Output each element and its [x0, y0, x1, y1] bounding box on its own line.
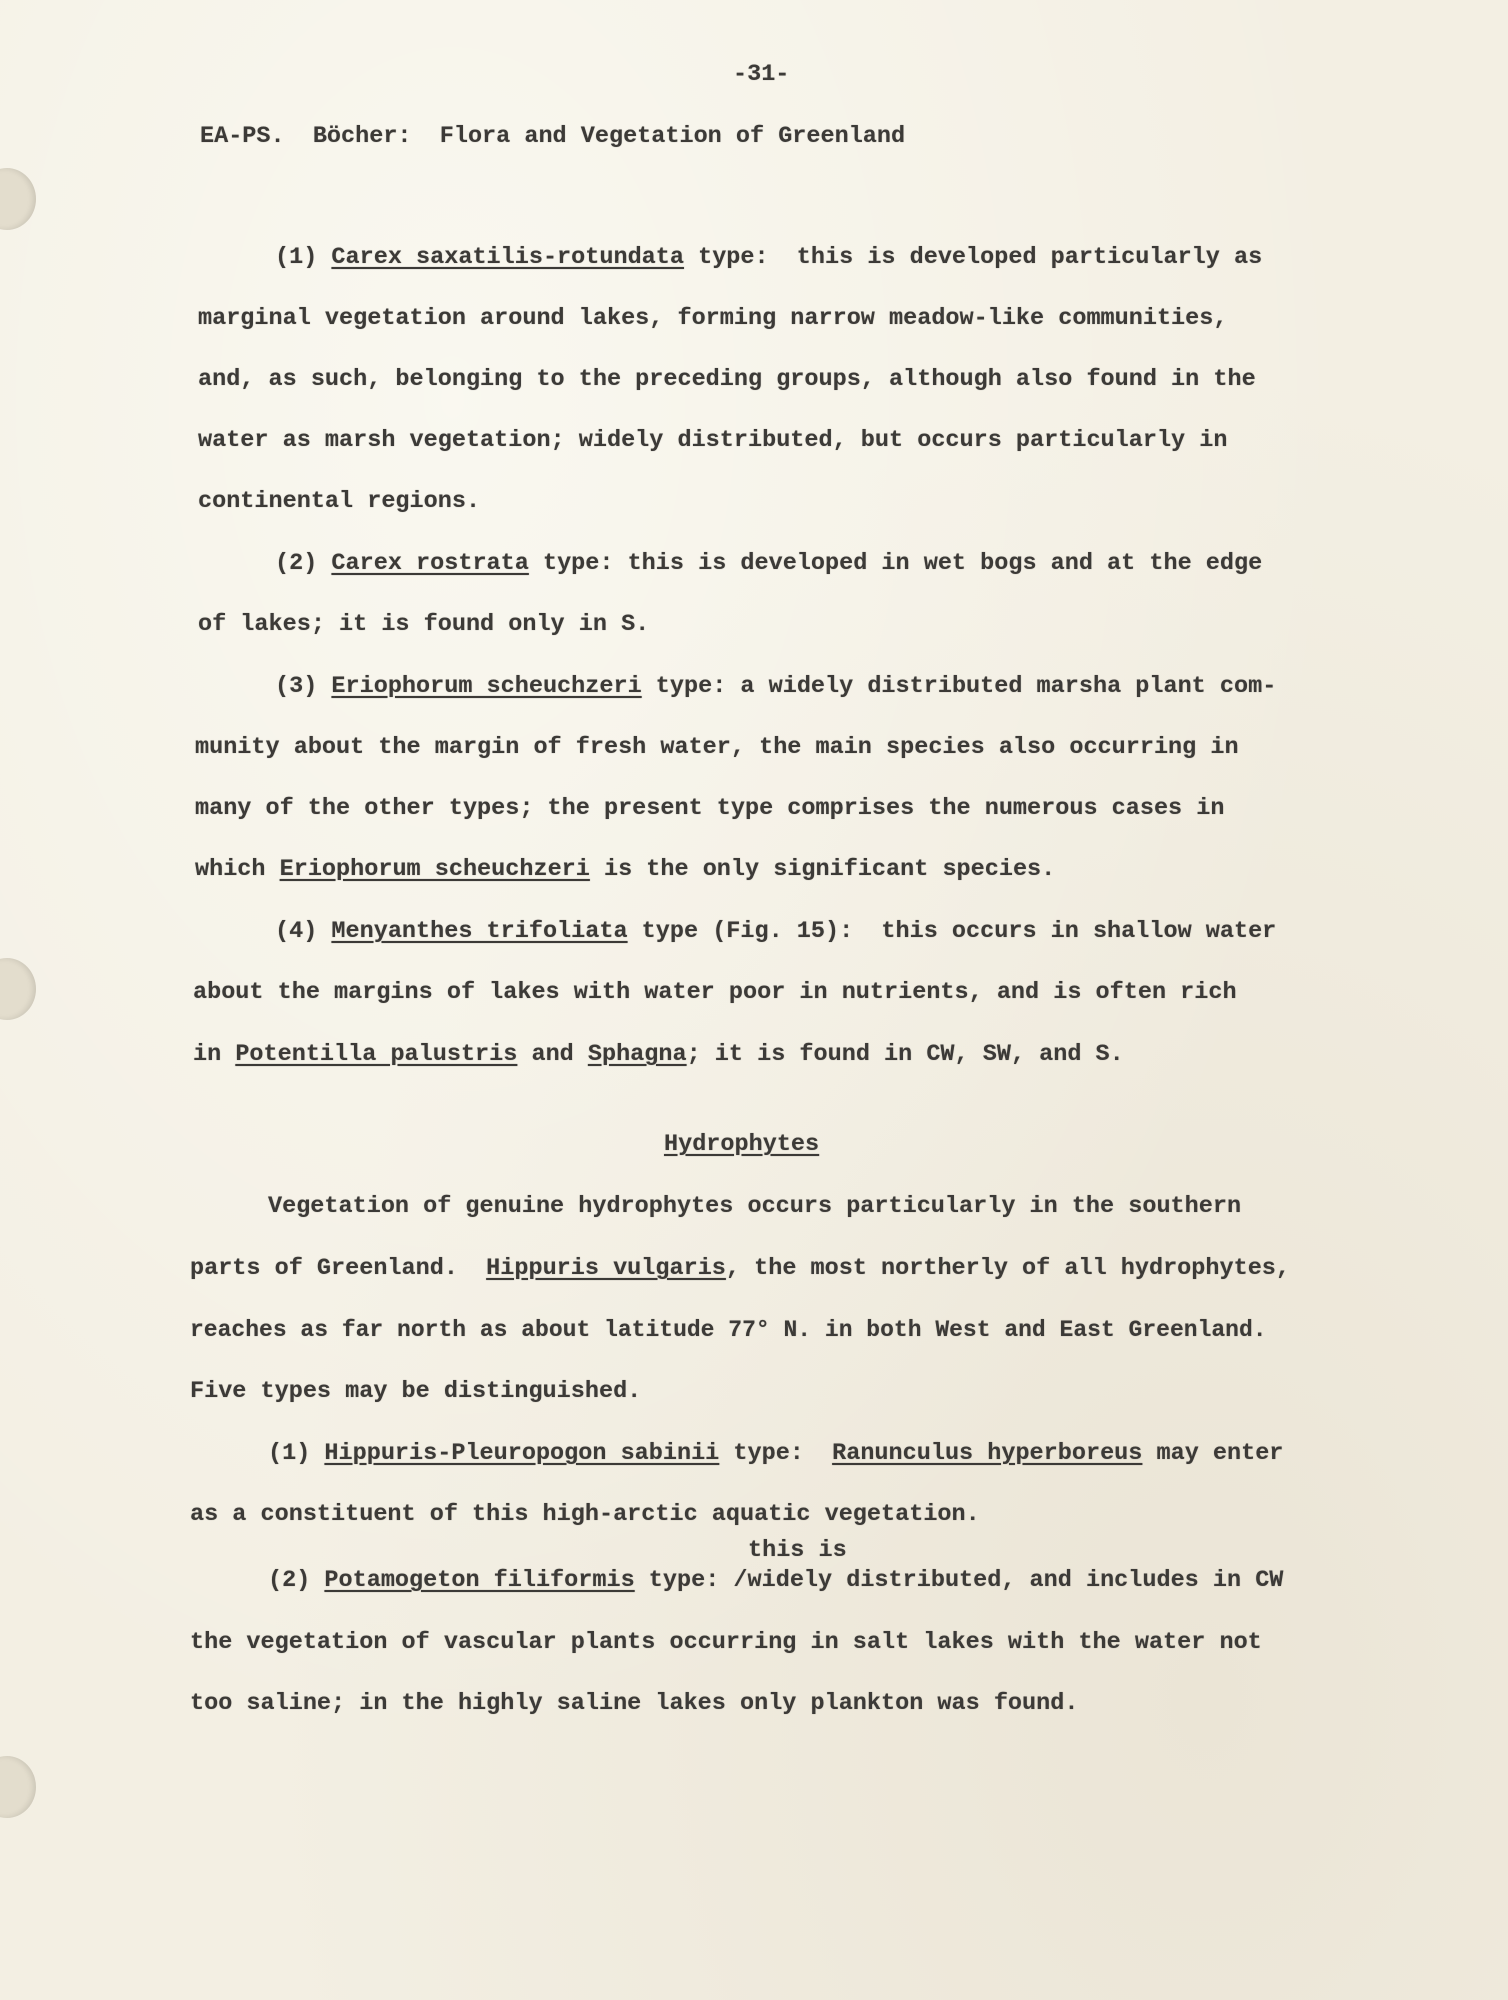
item-number: (4) — [275, 918, 318, 945]
paragraph-7-line-3: too saline; in the highly saline lakes only plankton was found. — [190, 1690, 1079, 1717]
paragraph-5-line-2: parts of Greenland. Hippuris vulgaris, the most northerly of all hydrophytes, — [190, 1255, 1290, 1282]
species-name: Eriophorum scheuchzeri — [331, 673, 642, 700]
paragraph-1-line-1: (1) Carex saxatilis-rotundata type: this is developed particularly as — [275, 244, 1263, 271]
punch-hole — [0, 958, 36, 1020]
paragraph-7-line-2: the vegetation of vascular plants occurring in salt lakes with the water not — [190, 1629, 1262, 1656]
species-name: Hippuris-Pleuropogon sabinii — [324, 1440, 720, 1467]
item-number: (3) — [275, 673, 318, 700]
species-name: Eriophorum scheuchzeri — [279, 856, 590, 883]
species-name: Potamogeton filiformis — [324, 1567, 635, 1594]
paragraph-6-line-2: as a constituent of this high-arctic aquatic vegetation. — [190, 1501, 980, 1528]
paragraph-2-line-2: of lakes; it is found only in S. — [198, 611, 650, 638]
item-number: (1) — [268, 1440, 311, 1467]
species-name: Hippuris vulgaris — [486, 1255, 726, 1282]
item-number: (2) — [275, 550, 318, 577]
handwritten-insertion: this is — [748, 1537, 847, 1564]
punch-hole — [0, 168, 36, 230]
paragraph-4-line-2: about the margins of lakes with water poor in nutrients, and is often rich — [193, 979, 1237, 1006]
paragraph-1-line-2: marginal vegetation around lakes, forming narrow meadow-like communities, — [198, 305, 1228, 332]
paragraph-4-line-3: in Potentilla palustris and Sphagna; it is found in CW, SW, and S. — [193, 1041, 1124, 1068]
section-heading: Hydrophytes — [664, 1131, 820, 1158]
species-name: Carex saxatilis-rotundata — [331, 244, 684, 271]
species-name: Carex rostrata — [331, 550, 529, 577]
paragraph-3-line-3: many of the other types; the present type comprises the numerous cases in — [195, 795, 1225, 822]
species-name: Potentilla palustris — [235, 1041, 518, 1068]
paragraph-3-line-4: which Eriophorum scheuchzeri is the only significant species. — [195, 856, 1056, 883]
paragraph-5-line-3: reaches as far north as about latitude 77° N. in both West and East Greenland. — [190, 1317, 1267, 1343]
species-name: Sphagna — [587, 1041, 687, 1068]
paragraph-6-line-1: (1) Hippuris-Pleuropogon sabinii type: Ranunculus hyperboreus may enter — [268, 1440, 1284, 1467]
page-number: -31- — [733, 61, 790, 88]
running-header: EA-PS. Böcher: Flora and Vegetation of Greenland — [200, 123, 906, 150]
paragraph-1-line-4: water as marsh vegetation; widely distributed, but occurs particularly in — [198, 427, 1228, 454]
paragraph-7-line-1: (2) Potamogeton filiformis type: /widely distributed, and includes in CW — [268, 1567, 1284, 1594]
paragraph-3-line-2: munity about the margin of fresh water, the main species also occurring in — [195, 734, 1239, 761]
paragraph-3-line-1: (3) Eriophorum scheuchzeri type: a widely distributed marsha plant com- — [275, 673, 1277, 700]
paragraph-1-line-3: and, as such, belonging to the preceding groups, although also found in the — [198, 366, 1256, 393]
item-number: (1) — [275, 244, 318, 271]
species-name: Menyanthes trifoliata — [331, 918, 628, 945]
paragraph-2-line-1: (2) Carex rostrata type: this is developed in wet bogs and at the edge — [275, 550, 1263, 577]
paragraph-5-line-4: Five types may be distinguished. — [190, 1378, 642, 1405]
punch-hole — [0, 1756, 36, 1818]
item-number: (2) — [268, 1567, 311, 1594]
species-name: Ranunculus hyperboreus — [832, 1440, 1143, 1467]
paragraph-1-line-5: continental regions. — [198, 488, 481, 515]
paragraph-4-line-1: (4) Menyanthes trifoliata type (Fig. 15): this occurs in shallow water — [275, 918, 1277, 945]
paragraph-5-line-1: Vegetation of genuine hydrophytes occurs particularly in the southern — [268, 1193, 1242, 1220]
